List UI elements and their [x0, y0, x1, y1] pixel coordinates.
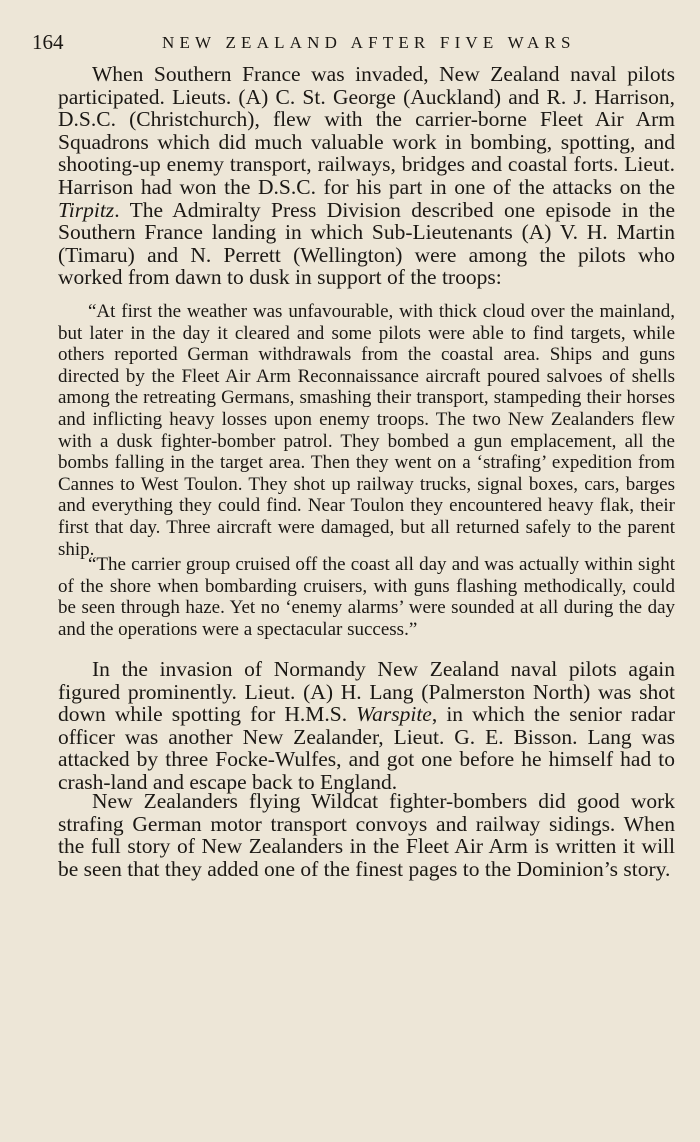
paragraph-text: . The Admiralty Press Division described one episode in the Southern France landing in which Sub-Lieutenants (A) V. H. Martin (Timaru) and N. Perrett (Wellington) were among the pilots who worked from dawn to dusk in support of the troops: [58, 197, 675, 290]
quote-paragraph-carrier-group: “The carrier group cruised off the coast all day and was actually within sight of the shore when bombarding cruisers, with guns flashing methodically, could be seen through haze. Yet no ‘enemy alarms’ were sounded at all during the day and the operations were a spectacular success.” [58, 554, 675, 640]
paragraph-normandy [58, 658, 675, 794]
ship-name-warspite: Warspite [356, 702, 432, 727]
paragraph-wildcat: New Zealanders flying Wildcat fighter-bombers did good work strafing German motor transport convoys and railway sidings. When the full story of New Zealanders in the Fleet Air Arm is written it will be seen that they added one of the finest pages to the Dominion’s story. [58, 789, 675, 881]
running-head: NEW ZEALAND AFTER FIVE WARS [162, 33, 576, 52]
quote-paragraph-weather: “At first the weather was unfavourable, with thick cloud over the mainland, but later in the day it cleared and some pilots were able to find targets, while others reported German withdrawals from the coastal area. Ships and guns directed by the Fleet Air Arm Reconnaissance aircraft poured salvoes of shells among the retreating Germans, smashing their transport, stampeding their horses and inflicting heavy losses upon enemy troops. The two New Zealanders flew with a dusk fighter-bomber patrol. They bombed a gun emplacement, all the bombs falling in the target area. Then they went on a ‘strafing’ expedition from Cannes to West Toulon. They shot up railway trucks, signal boxes, cars, barges and everything they could find. Near Toulon they encountered heavy flak, their first that day. Three aircraft were damaged, but all returned safely to the parent ship. [58, 301, 675, 560]
page-number: 164 [32, 30, 64, 54]
paragraph-southern-france [58, 63, 675, 289]
page-header [32, 30, 682, 60]
paragraph-text: When Southern France was invaded, New Zealand naval pilots participated. Lieuts. (A) C. St. George (Auckland) and R. J. Harrison, D.S.C. (Christchurch), flew with the carrier-borne Fleet Air Arm Squadrons which did much valuable work in bombing, spotting, and shooting-up enemy transport, railways, bridges and coastal forts. Lieut. Harrison had won the D.S.C. for his part in one of the attacks on the [58, 62, 675, 199]
paragraph-text: In the invasion of Normandy New Zealand naval pilots again figured prominently. Lieut. (A) H. Lang (Palmerston North) was shot down while spotting for H.M.S. [58, 657, 675, 727]
ship-name-tirpitz: Tirpitz [58, 197, 115, 222]
paragraph-text: , in which the senior radar officer was another New Zealander, Lieut. G. E. Bisson. Lang was attacked by three Focke-Wulfes, and got one before he himself had to crash-land and escape back to England. [58, 702, 675, 794]
